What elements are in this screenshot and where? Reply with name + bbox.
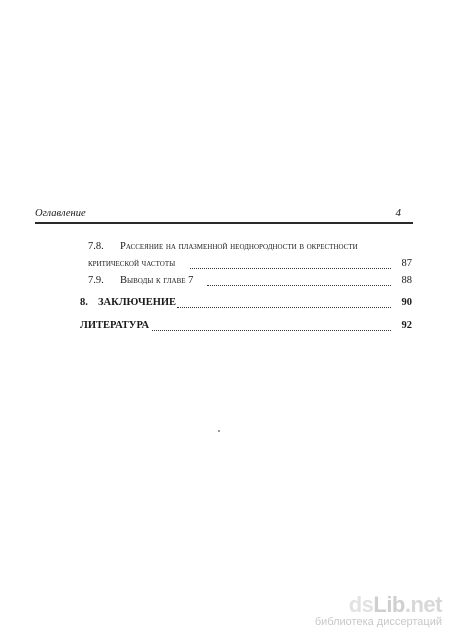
- toc-entry-number: 7.8.: [88, 241, 104, 252]
- header-section-title: Оглавление: [35, 208, 86, 219]
- toc-entry-title: ЗАКЛЮЧЕНИЕ: [98, 297, 177, 308]
- toc-entry-number: 7.9.: [88, 275, 104, 286]
- header-page-number: 4: [395, 207, 401, 219]
- toc-entry-title: Выводы к главе 7: [120, 275, 194, 286]
- logo-part-ds: ds: [348, 592, 374, 617]
- logo-part-net: .net: [404, 592, 442, 617]
- scan-speck: [218, 430, 220, 432]
- toc-entry-page: 92: [401, 320, 412, 331]
- toc-entry-page: 87: [401, 258, 412, 269]
- toc-entry-title-line1: Рассеяние на плазменной неоднородности в окрестности: [120, 241, 358, 252]
- page-header: [35, 206, 413, 224]
- dot-leader: [152, 330, 391, 331]
- toc-entry-title-line2: критической частоты: [88, 258, 176, 269]
- logo-part-lib: Lib: [373, 592, 405, 617]
- dot-leader: [177, 307, 391, 308]
- watermark: [315, 592, 442, 628]
- toc-entry-page: 90: [401, 297, 412, 308]
- watermark-logo: [315, 592, 442, 618]
- toc-entry-page: 88: [401, 275, 412, 286]
- watermark-tagline: библиотека диссертаций: [314, 616, 442, 628]
- dot-leader: [190, 268, 391, 269]
- toc-entry-number: 8.: [80, 297, 88, 308]
- dot-leader: [207, 285, 391, 286]
- toc-entry-title: ЛИТЕРАТУРА: [80, 320, 150, 331]
